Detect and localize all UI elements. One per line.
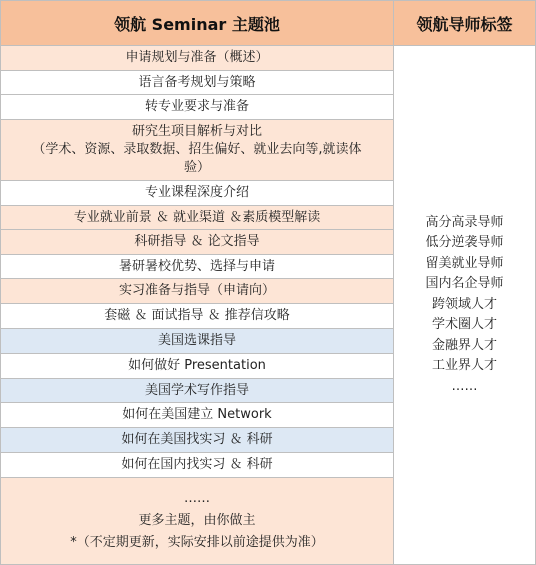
topic-detail-line1: （学术、资源、录取数据、招生偏好、就业去向等,就读体	[32, 142, 362, 157]
row-divider	[0, 229, 393, 230]
topic-label: 如何在国内找实习 ＆ 科研	[121, 457, 273, 472]
row-divider	[0, 402, 393, 403]
topic-row	[1, 453, 393, 477]
topic-label: 转专业要求与准备	[144, 99, 249, 114]
more-topics-block	[1, 478, 393, 564]
topic-label: 暑研暑校优势、选择与申请	[118, 258, 275, 274]
row-divider	[0, 94, 393, 95]
row-divider	[0, 378, 393, 379]
row-divider	[0, 278, 393, 279]
row-divider	[0, 205, 393, 206]
mentor-tag: 国内名企导师	[425, 276, 504, 292]
mentor-tags-ellipsis: ……	[451, 378, 478, 394]
header-topics	[1, 1, 393, 45]
topic-row	[1, 279, 393, 303]
mentor-tag: 工业界人才	[431, 358, 497, 374]
topic-label: 专业就业前景 ＆ 就业渠道 ＆素质模型解读	[73, 209, 321, 225]
topic-row	[1, 304, 393, 328]
topic-row	[1, 354, 393, 378]
topic-row	[1, 120, 393, 180]
topic-label: 申请规划与准备（概述）	[125, 50, 269, 65]
row-divider	[0, 477, 393, 478]
topic-row	[1, 95, 393, 119]
topic-detail-line2: 验）	[183, 160, 210, 175]
topic-label: 如何在美国找实习 ＆ 科研	[121, 432, 273, 447]
topic-row	[1, 403, 393, 427]
row-divider	[0, 303, 393, 304]
topic-row	[1, 181, 393, 205]
header-topics-title: 领航 Seminar 主题池	[114, 14, 280, 34]
row-divider	[0, 70, 393, 71]
topic-label: 如何在美国建立 Network	[122, 407, 272, 422]
mentor-tags-cell	[394, 46, 535, 564]
topic-row	[1, 379, 393, 402]
mentor-tag: 低分逆袭导师	[425, 235, 504, 251]
mentor-tag: 金融界人才	[431, 337, 497, 353]
row-divider	[0, 452, 393, 453]
topic-row	[1, 71, 393, 94]
table-border-left	[0, 0, 1, 565]
mentor-tags-list	[425, 213, 503, 398]
mentor-tag: 跨领域人才	[431, 296, 497, 312]
topic-label: 美国选课指导	[157, 333, 236, 348]
topic-row	[1, 255, 393, 278]
column-divider	[393, 0, 394, 565]
topic-label: 专业课程深度介绍	[144, 185, 249, 200]
topic-row	[1, 206, 393, 229]
topic-row	[1, 428, 393, 452]
topic-label: 套磁 ＆ 面试指导 ＆ 推荐信攻略	[104, 308, 290, 323]
row-divider	[0, 180, 393, 181]
more-topics-text: 更多主题，由你做主	[138, 513, 256, 528]
topic-label: 研究生项目解析与对比	[131, 124, 262, 139]
table-border-top	[0, 0, 536, 1]
header-mentor-tags	[394, 1, 535, 45]
topic-row	[1, 46, 393, 70]
topic-label: 科研指导 ＆ 论文指导	[134, 234, 260, 249]
topic-label: 实习准备与指导（申请向）	[118, 283, 275, 298]
header-divider	[0, 45, 536, 46]
mentor-tag: 高分高录导师	[425, 214, 504, 230]
topic-label: 语言备考规划与策略	[138, 74, 256, 90]
mentor-tag: 留美就业导师	[425, 255, 504, 271]
row-divider	[0, 427, 393, 428]
more-topics-note: *（不定期更新，实际安排以前途提供为准）	[70, 535, 324, 550]
row-divider	[0, 254, 393, 255]
mentor-tag: 学术圈人才	[431, 317, 497, 333]
row-divider	[0, 353, 393, 354]
more-topics-ellipsis: ……	[184, 491, 210, 506]
row-divider	[0, 328, 393, 329]
topic-row	[1, 329, 393, 353]
topic-label: 如何做好 Presentation	[128, 358, 266, 373]
topic-row	[1, 230, 393, 254]
topic-label: 美国学术写作指导	[144, 382, 249, 398]
header-mentor-tags-title: 领航导师标签	[416, 14, 513, 34]
row-divider	[0, 119, 393, 120]
